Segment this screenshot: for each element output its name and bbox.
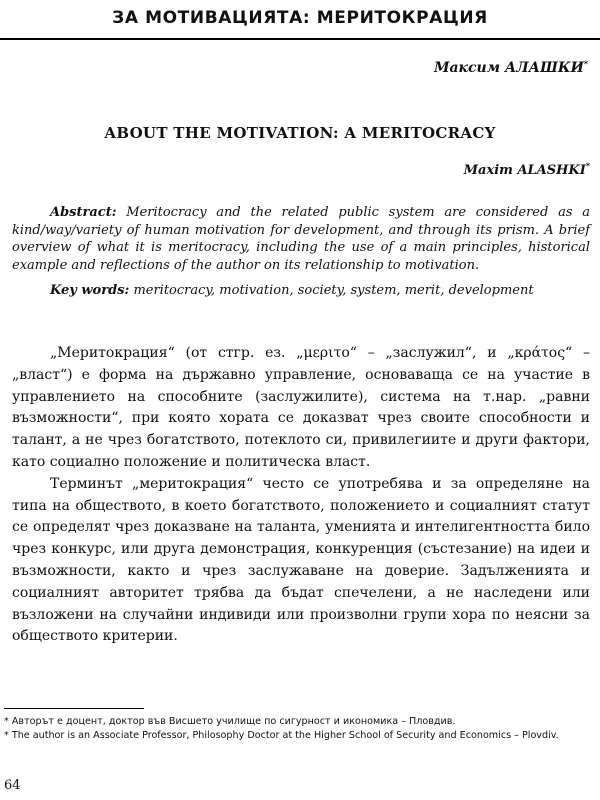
article-title-bg: ЗА МОТИВАЦИЯТА: МЕРИТОКРАЦИЯ xyxy=(112,8,488,28)
abstract xyxy=(12,204,590,274)
author-name-bg-text: Максим АЛАШКИ xyxy=(433,60,584,76)
author-name-en xyxy=(463,160,590,178)
footnote-mark-en[interactable]: * xyxy=(585,160,590,171)
footnote-divider xyxy=(4,708,144,709)
footnote-mark-bg[interactable]: * xyxy=(583,58,588,69)
footnotes xyxy=(4,715,596,743)
author-name-en-text: Maxim ALASHKI xyxy=(463,163,586,178)
body-paragraph: Терминът „меритокрация“ често се употребява и за определяне на типа на обществото, в което богатството, положението и социалният статут се определят чрез доказване на таланта, уменията и интелигентността било чрез конкурс, или друга демонстрация, конкуренция (състезание) на идеи и възможности, както и чрез заслужаване на доверие. Задълженията и социалният авторитет трябва да бъдат спечелени, а не наследени или възложени на случайни индивиди или произволни групи хора по неясни за обществото критерии. xyxy=(12,475,590,645)
keywords-label: Key words: xyxy=(50,283,130,298)
page-number: 64 xyxy=(4,778,21,793)
running-header xyxy=(0,0,600,40)
keywords xyxy=(50,283,534,298)
body-paragraph: „Меритокрация“ (от стгр. ез. „μεριτο“ – „заслужил“, и „κράτος“ – „власт“) е форма на държавно управление, основаваща се на участие в управлението на способните (заслужилите), система на т.нар. „равни възможности“, при която хората се доказват чрез своите способности и талант, а не чрез богатството, потеклото си, привилегиите и други фактори, като социално положение и политическа власт. xyxy=(12,345,590,470)
author-name-bg xyxy=(434,60,588,76)
abstract-label: Abstract: xyxy=(50,205,117,220)
footnote-bg: * Авторът е доцент, доктор във Висшето училище по сигурност и икономика – Пловдив. xyxy=(4,716,456,727)
keywords-text: meritocracy, motivation, society, system, merit, development xyxy=(133,283,534,298)
article-title-en: ABOUT THE MOTIVATION: A MERITOCRACY xyxy=(104,124,496,142)
footnote-en: * The author is an Associate Professor, Philosophy Doctor at the Higher School of Security and Economics – Plovdiv. xyxy=(4,730,559,741)
body-text xyxy=(12,343,590,648)
abstract-text: Meritocracy and the related public system are considered as a kind/way/variety of human motivation for development, and through its prism. A brief overview of what it is meritocracy, including the use of a main principles, historical example and reflections of the author on its relationship to motivation. xyxy=(12,205,590,273)
